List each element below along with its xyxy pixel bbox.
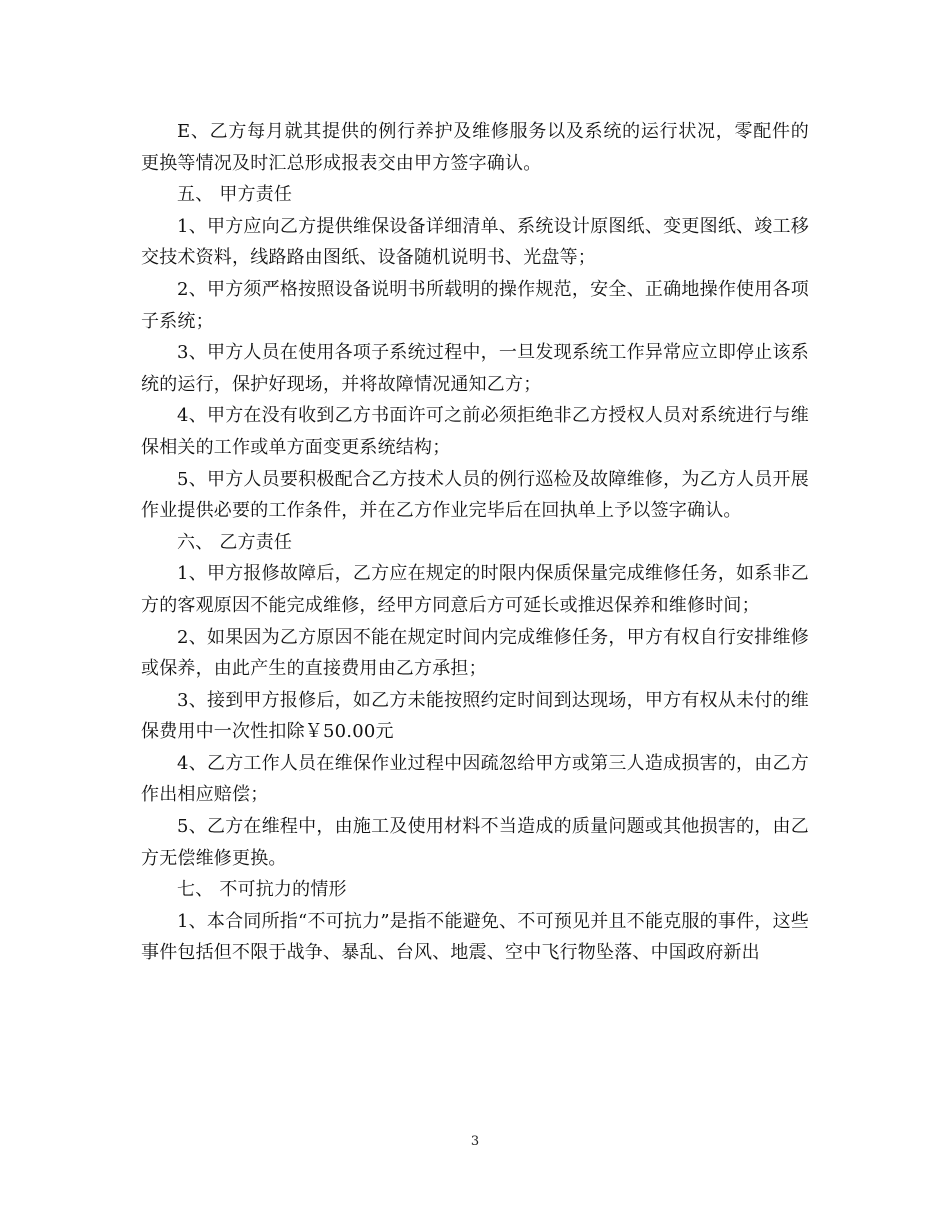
- paragraph-6-1: 1、甲方报修故障后，乙方应在规定的时限内保质保量完成维修任务，如系非乙方的客观原因不能完成维修，经甲方同意后方可延长或推迟保养和维修时间；: [141, 563, 809, 616]
- paragraph-6-2: 2、如果因为乙方原因不能在规定时间内完成维修任务，甲方有权自行安排维修或保养，由此产生的直接费用由乙方承担；: [141, 626, 809, 680]
- page-number: 3: [470, 1134, 480, 1149]
- section-heading-5: 五、 甲方责任: [177, 184, 293, 206]
- paragraph-5-2: 2、甲方须严格按照设备说明书所载明的操作规范，安全、正确地操作使用各项子系统；: [141, 278, 809, 332]
- paragraph-6-3: 3、接到甲方报修后，如乙方未能按照约定时间到达现场，甲方有权从未付的维保费用中一次性扣除￥50.00元: [141, 689, 809, 743]
- paragraph-5-4: 4、甲方在没有收到乙方书面许可之前必须拒绝非乙方授权人员对系统进行与维保相关的工作或单方面变更系统结构；: [141, 405, 809, 458]
- paragraph-6-5: 5、乙方在维程中，由施工及使用材料不当造成的质量问题或其他损害的，由乙方无偿维修更换。: [141, 816, 809, 869]
- paragraph-5-3: 3、甲方人员在使用各项子系统过程中，一旦发现系统工作异常应立即停止该系统的运行，保护好现场，并将故障情况通知乙方；: [141, 342, 809, 395]
- section-heading-7: 七、 不可抗力的情形: [177, 879, 347, 901]
- paragraph-5-5: 5、甲方人员要积极配合乙方技术人员的例行巡检及故障维修，为乙方人员开展作业提供必要的工作条件，并在乙方作业完毕后在回执单上予以签字确认。: [141, 468, 809, 522]
- document-body: [141, 116, 809, 969]
- paragraph-5-1: 1、甲方应向乙方提供维保设备详细清单、系统设计原图纸、变更图纸、竣工移交技术资料，线路路由图纸、设备随机说明书、光盘等；: [141, 215, 809, 269]
- paragraph-6-4: 4、乙方工作人员在维保作业过程中因疏忽给甲方或第三人造成损害的，由乙方作出相应赔偿；: [141, 752, 809, 806]
- paragraph-e-monthly-report: E、乙方每月就其提供的例行养护及维修服务以及系统的运行状况，零配件的更换等情况及时汇总形成报表交由甲方签字确认。: [141, 121, 809, 174]
- paragraph-7-1: 1、本合同所指“不可抗力”是指不能避免、不可预见并且不能克服的事件，这些事件包括但不限于战争、暴乱、台风、地震、空中飞行物坠落、中国政府新出: [141, 910, 809, 964]
- section-heading-6: 六、 乙方责任: [177, 531, 293, 553]
